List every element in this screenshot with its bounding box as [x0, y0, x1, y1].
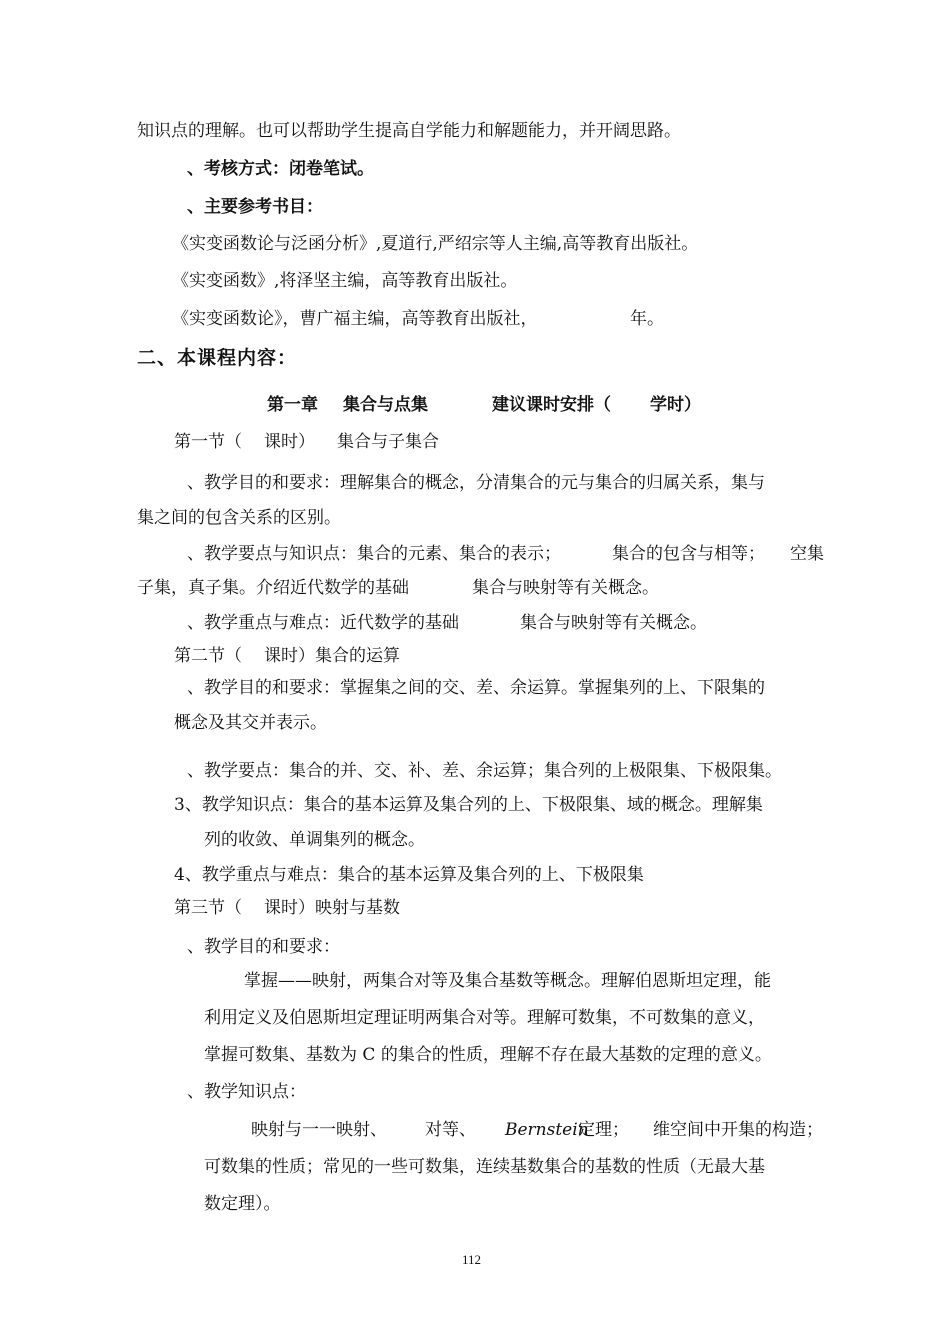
reference-year: 年。: [630, 309, 664, 329]
section-3-title: 课时）映射与基数: [264, 898, 400, 918]
reference-item: 《实变函数论》，曹广福主编，高等教育出版社，: [172, 309, 538, 329]
paragraph-line: 掌握——映射，两集合对等及集合基数等概念。理解伯恩斯坦定理，能: [244, 971, 771, 991]
reference-books-heading: 、主要参考书目：: [187, 197, 323, 217]
reference-item: 《实变函数论与泛函分析》,夏道行,严绍宗等人主编,高等教育出版社。: [172, 234, 699, 254]
section-2-title: 课时）集合的运算: [264, 646, 400, 666]
paragraph-line: 数定理）。: [204, 1194, 281, 1214]
paragraph-fragment: 集合与映射等有关概念。: [520, 613, 707, 633]
page-number: 112: [462, 1252, 482, 1267]
paragraph-fragment: 集合与映射等有关概念。: [472, 578, 659, 598]
paragraph-line: 3、教学知识点：集合的基本运算及集合列的上、下极限集、域的概念。理解集: [174, 795, 763, 815]
section-2-label: 第二节（: [174, 646, 242, 666]
paragraph-line: 利用定义及伯恩斯坦定理证明两集合对等。理解可数集，不可数集的意义，: [204, 1008, 765, 1028]
paragraph-fragment: 映射与一一映射、: [251, 1120, 387, 1140]
reference-item: 《实变函数》,将泽坚主编，高等教育出版社。: [172, 271, 518, 291]
chapter-hours-label: 建议课时安排（: [492, 395, 611, 415]
paragraph-fragment: 对等、: [425, 1120, 476, 1140]
bernstein-term: Bernstein: [505, 1120, 589, 1140]
paragraph-line: 、教学目的和要求：掌握集之间的交、差、余运算。掌握集列的上、下限集的: [187, 678, 765, 698]
paragraph-line: 掌握可数集、基数为 C 的集合的性质，理解不存在最大基数的定理的意义。: [204, 1045, 772, 1065]
paragraph-line: 、教学目的和要求：: [187, 937, 340, 957]
section-1-label: 第一节（: [174, 432, 242, 452]
chapter-number: 第一章: [267, 395, 318, 415]
paragraph-line: 4、教学重点与难点：集合的基本运算及集合列的上、下极限集: [174, 865, 644, 885]
paragraph-line: 概念及其交并表示。: [174, 713, 327, 733]
paragraph-line: 列的收敛、单调集列的概念。: [204, 830, 425, 850]
assessment-method: 、考核方式：闭卷笔试。: [187, 159, 374, 179]
paragraph-line: 知识点的理解。也可以帮助学生提高自学能力和解题能力，并开阔思路。: [137, 121, 681, 141]
paragraph-line: 、教学要点与知识点：集合的元素、集合的表示；: [187, 544, 561, 564]
paragraph-line: 、教学要点：集合的并、交、补、差、余运算；集合列的上极限集、下极限集。: [187, 761, 782, 781]
section-1-title: 集合与子集合: [337, 432, 439, 452]
section-heading: 二、本课程内容：: [137, 347, 298, 369]
paragraph-line: 集之间的包含关系的区别。: [137, 508, 341, 528]
paragraph-fragment: 维空间中开集的构造；: [653, 1120, 823, 1140]
chapter-title: 集合与点集: [343, 395, 428, 415]
chapter-hours-unit: 学时）: [650, 395, 701, 415]
section-3-label: 第三节（: [174, 898, 242, 918]
paragraph-fragment: 定理；: [578, 1120, 629, 1140]
paragraph-fragment: 空集: [790, 544, 824, 564]
paragraph-line: 、教学知识点：: [187, 1082, 306, 1102]
paragraph-line: 子集，真子集。介绍近代数学的基础: [137, 578, 409, 598]
paragraph-fragment: 集合的包含与相等；: [612, 544, 765, 564]
paragraph-line: 可数集的性质；常见的一些可数集，连续基数集合的基数的性质（无最大基: [204, 1157, 765, 1177]
section-1-hours: 课时）: [264, 432, 315, 452]
paragraph-line: 、教学重点与难点：近代数学的基础: [187, 613, 459, 633]
paragraph-line: 、教学目的和要求：理解集合的概念，分清集合的元与集合的归属关系，集与: [187, 473, 765, 493]
